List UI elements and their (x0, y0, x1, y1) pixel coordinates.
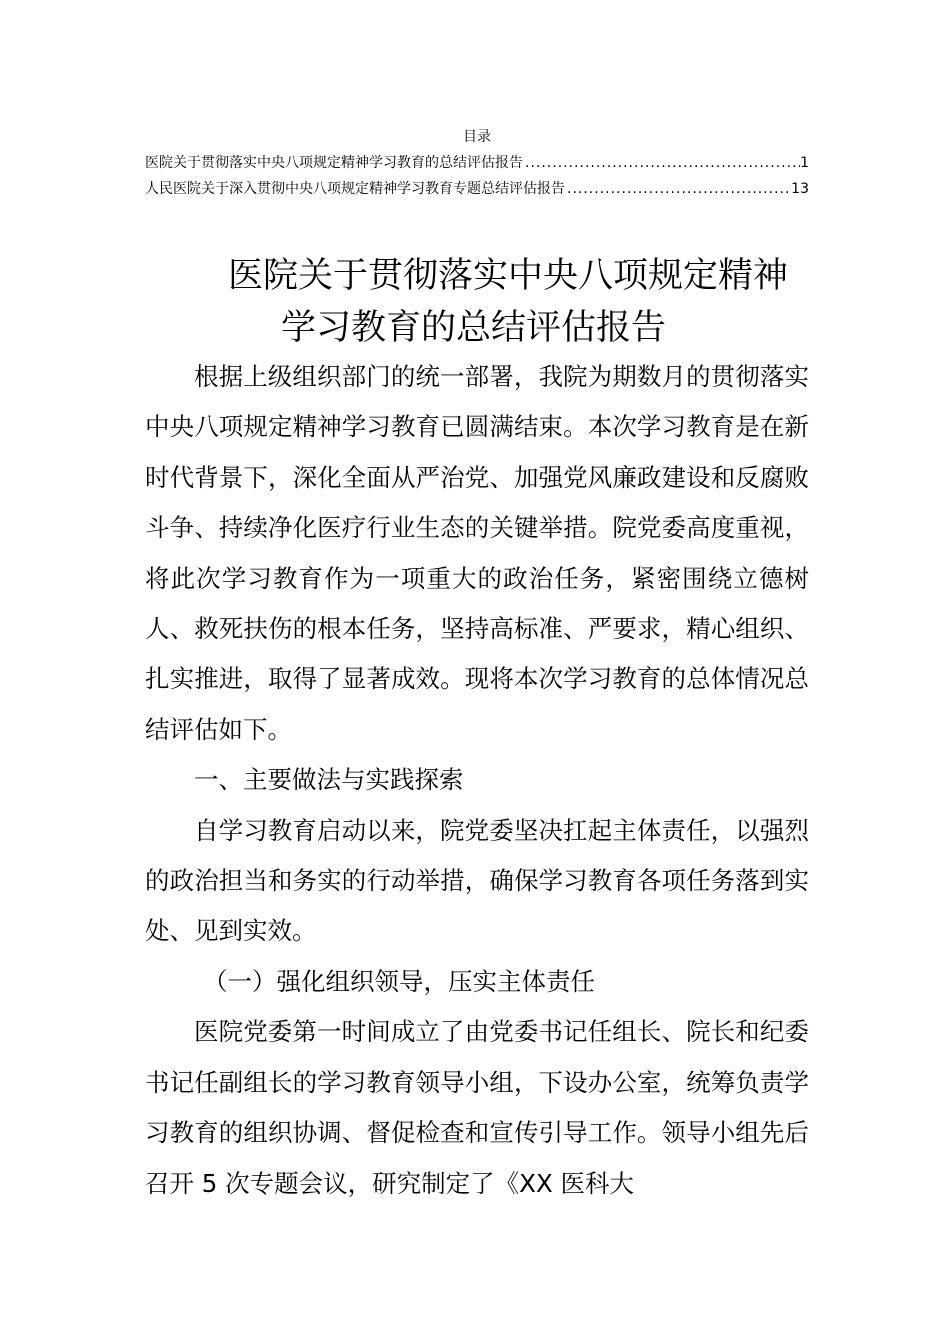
toc-title: 目录 (463, 129, 491, 145)
toc-entry[interactable] (145, 176, 809, 202)
toc-entry[interactable] (145, 150, 809, 176)
toc-entry-page: 13 (791, 181, 809, 197)
toc-entry-text: 医院关于贯彻落实中央八项规定精神学习教育的总结评估报告 (145, 155, 523, 171)
intro-paragraph: 根据上级组织部门的统一部署，我院为期数月的贯彻落实中央八项规定精神学习教育已圆满结束。本次学习教育是在新时代背景下，深化全面从严治党、加强党风廉政建设和反腐败斗争、持续净化医疗行业生态的关键举措。院党委高度重视，将此次学习教育作为一项重大的政治任务，紧密围绕立德树人、救死扶伤的根本任务，坚持高标准、严要求，精心组织、扎实推进，取得了显著成效。现将本次学习教育的总体情况总结评估如下。 (145, 362, 809, 744)
document-title (145, 250, 809, 354)
toc-leader-dots (523, 150, 800, 176)
body-paragraph: 医院党委第一时间成立了由党委书记任组长、院长和纪委书记任副组长的学习教育领导小组，下设办公室，统筹负责学习教育的组织协调、督促检查和宣传引导工作。领导小组先后召开 5 次专题会议，研究制定了《XX 医科大 (145, 1017, 809, 1198)
subsection-heading: （一）强化组织领导，压实主体责任 (203, 966, 595, 996)
document-title-line-2: 学习教育的总结评估报告 (281, 308, 667, 348)
toc-leader-dots (565, 176, 791, 202)
body-paragraph: 自学习教育启动以来，院党委坚决扛起主体责任，以强烈的政治担当和务实的行动举措，确保学习教育各项任务落到实处、见到实效。 (145, 815, 809, 946)
toc-entry-page: 1 (800, 155, 809, 171)
document-body (145, 352, 809, 1209)
section-heading: 一、主要做法与实践探索 (194, 765, 464, 795)
document-title-line-1: 医院关于贯彻落实中央八项规定精神 (228, 256, 789, 296)
table-of-contents (145, 124, 809, 202)
toc-entry-text: 人民医院关于深入贯彻中央八项规定精神学习教育专题总结评估报告 (145, 181, 565, 197)
